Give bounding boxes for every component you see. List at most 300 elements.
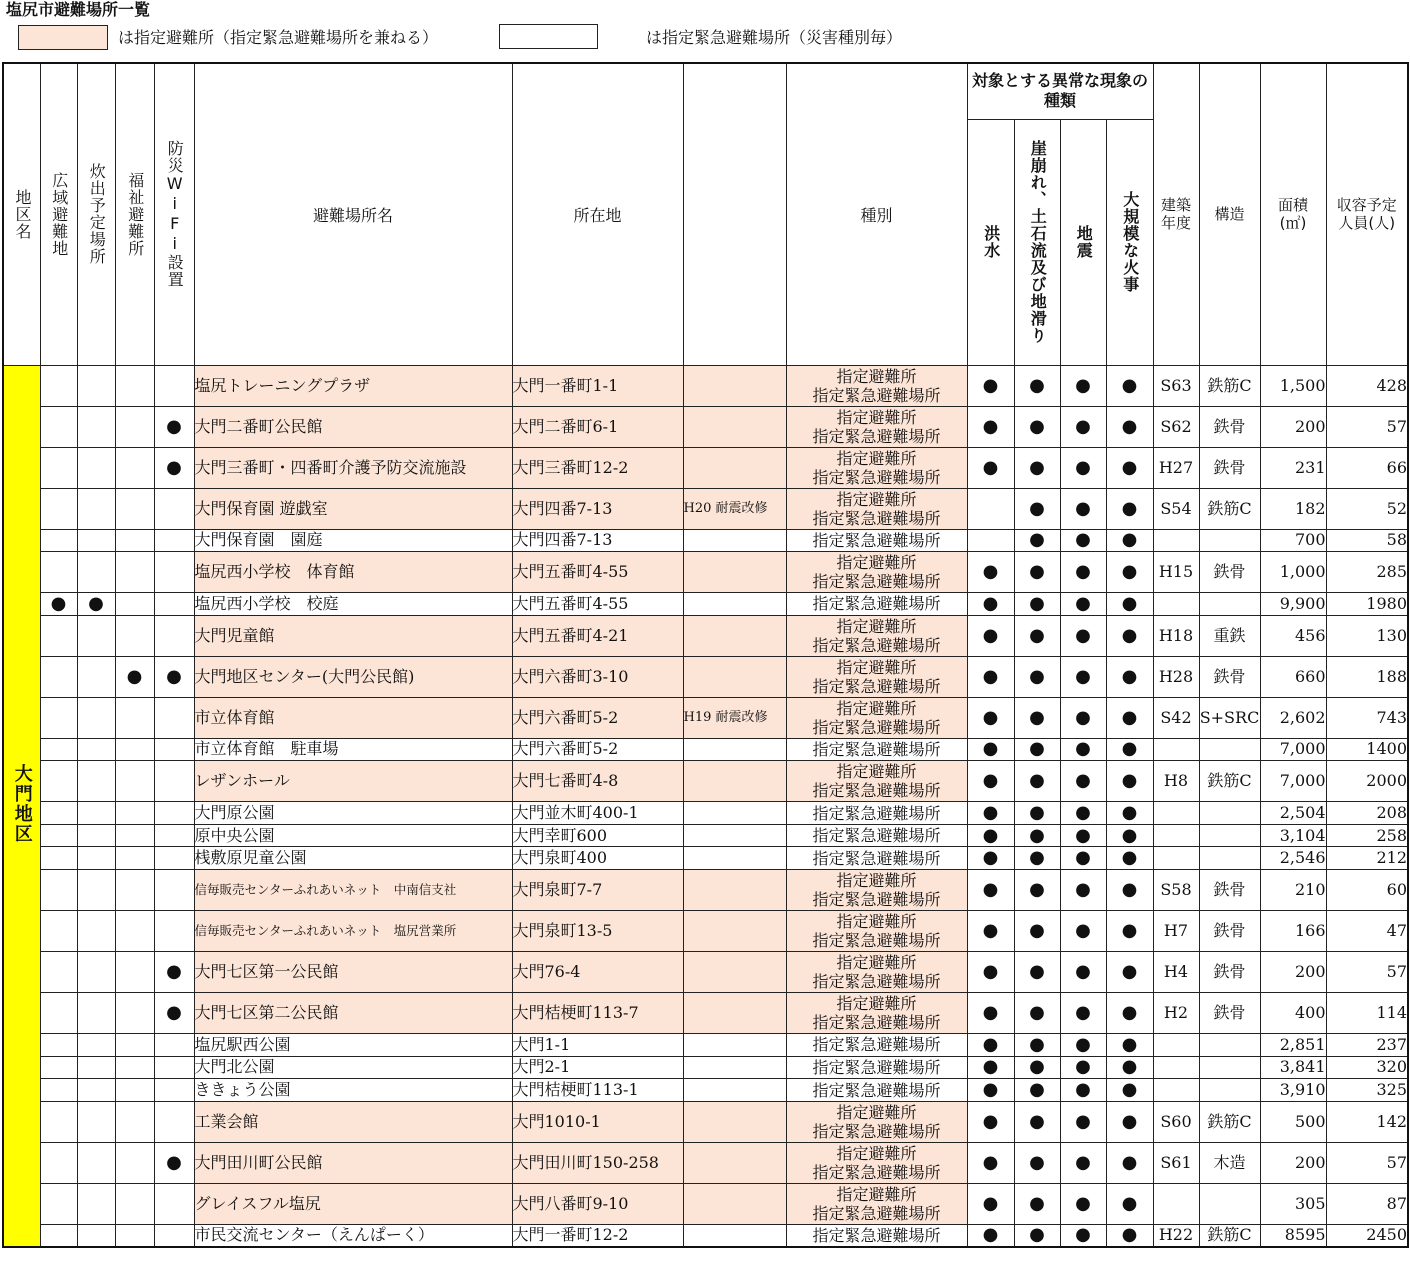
cell-area: 305 xyxy=(1260,1183,1326,1224)
cell-flood: ● xyxy=(967,1183,1014,1224)
cell-address: 大門幸町600 xyxy=(512,824,683,847)
cell-wifi xyxy=(154,552,194,593)
cell-structure xyxy=(1199,824,1260,847)
district-cell xyxy=(3,365,40,1247)
cell-area: 231 xyxy=(1260,447,1326,488)
cell-welfare xyxy=(115,615,154,656)
cell-wifi: ● xyxy=(154,447,194,488)
cell-wifi xyxy=(154,1183,194,1224)
cell-wide-area xyxy=(40,406,77,447)
cell-landslide: ● xyxy=(1014,656,1060,697)
cell-wide-area xyxy=(40,993,77,1034)
cell-fire: ● xyxy=(1106,738,1153,761)
header-district: 地区名 xyxy=(3,63,40,365)
cell-structure: 鉄筋C xyxy=(1199,488,1260,529)
cell-area: 3,910 xyxy=(1260,1079,1326,1102)
cell-cooking xyxy=(77,911,115,952)
cell-kind xyxy=(786,1142,967,1183)
cell-wide-area xyxy=(40,1183,77,1224)
cell-shelter-name: 大門田川町公民館 xyxy=(194,1142,512,1183)
kind-line-2: 指定緊急避難場所 xyxy=(812,426,941,446)
cell-capacity: 2000 xyxy=(1326,761,1408,802)
cell-wide-area xyxy=(40,365,77,406)
cell-cooking xyxy=(77,1183,115,1224)
cell-wide-area xyxy=(40,847,77,870)
cell-structure: 鉄骨 xyxy=(1199,993,1260,1034)
cell-cooking xyxy=(77,1224,115,1247)
table-row xyxy=(3,593,1408,616)
kind-line-2: 指定緊急避難場所 xyxy=(812,1203,941,1223)
cell-flood: ● xyxy=(967,1224,1014,1247)
cell-wifi: ● xyxy=(154,1142,194,1183)
cell-capacity: 58 xyxy=(1326,529,1408,552)
cell-year xyxy=(1153,824,1199,847)
cell-earthquake: ● xyxy=(1060,615,1106,656)
cell-address: 大門泉町7-7 xyxy=(512,870,683,911)
cell-fire: ● xyxy=(1106,1079,1153,1102)
cell-year xyxy=(1153,1056,1199,1079)
table-row xyxy=(3,1056,1408,1079)
cell-welfare xyxy=(115,552,154,593)
cell-earthquake: ● xyxy=(1060,1101,1106,1142)
table-row xyxy=(3,1183,1408,1224)
cell-cooking xyxy=(77,761,115,802)
table-row xyxy=(3,738,1408,761)
kind-line-1: 指定避難所 xyxy=(836,994,917,1014)
cell-welfare xyxy=(115,406,154,447)
cell-year xyxy=(1153,1034,1199,1057)
cell-landslide: ● xyxy=(1014,911,1060,952)
cell-wifi: ● xyxy=(154,406,194,447)
cell-capacity: 188 xyxy=(1326,656,1408,697)
cell-landslide: ● xyxy=(1014,1079,1060,1102)
cell-flood: ● xyxy=(967,952,1014,993)
cell-structure xyxy=(1199,1183,1260,1224)
cell-area: 500 xyxy=(1260,1101,1326,1142)
cell-capacity: 130 xyxy=(1326,615,1408,656)
header-cooking: 炊出予定場所 xyxy=(77,63,115,365)
cell-kind: 指定緊急避難場所 xyxy=(786,802,967,825)
cell-address: 大門五番町4-21 xyxy=(512,615,683,656)
cell-landslide: ● xyxy=(1014,406,1060,447)
cell-shelter-name: 大門七区第二公民館 xyxy=(194,993,512,1034)
cell-shelter-name: レザンホール xyxy=(194,761,512,802)
cell-wifi xyxy=(154,529,194,552)
cell-wifi xyxy=(154,697,194,738)
cell-address: 大門四番7-13 xyxy=(512,488,683,529)
cell-note xyxy=(683,738,786,761)
kind-line-2: 指定緊急避難場所 xyxy=(812,972,941,992)
cell-kind xyxy=(786,1183,967,1224)
cell-landslide: ● xyxy=(1014,552,1060,593)
cell-welfare xyxy=(115,993,154,1034)
cell-note xyxy=(683,1056,786,1079)
page-title: 塩尻市避難場所一覧 xyxy=(6,0,151,19)
cell-cooking xyxy=(77,1101,115,1142)
cell-note xyxy=(683,911,786,952)
cell-cooking xyxy=(77,824,115,847)
cell-area: 2,851 xyxy=(1260,1034,1326,1057)
cell-cooking xyxy=(77,738,115,761)
cell-year xyxy=(1153,738,1199,761)
cell-shelter-name: 信毎販売センターふれあいネット 塩尻営業所 xyxy=(194,911,512,952)
cell-address: 大門二番町6-1 xyxy=(512,406,683,447)
cell-kind xyxy=(786,447,967,488)
kind-line-2: 指定緊急避難場所 xyxy=(812,676,941,696)
cell-capacity: 2450 xyxy=(1326,1224,1408,1247)
cell-wifi xyxy=(154,738,194,761)
cell-area: 2,546 xyxy=(1260,847,1326,870)
kind-line-1: 指定避難所 xyxy=(836,657,917,677)
kind-line-2: 指定緊急避難場所 xyxy=(812,781,941,801)
cell-shelter-name: 市立体育館 駐車場 xyxy=(194,738,512,761)
cell-fire: ● xyxy=(1106,1224,1153,1247)
kind-line-2: 指定緊急避難場所 xyxy=(812,385,941,405)
cell-year: S61 xyxy=(1153,1142,1199,1183)
table-row xyxy=(3,697,1408,738)
cell-address: 大門1010-1 xyxy=(512,1101,683,1142)
cell-landslide: ● xyxy=(1014,870,1060,911)
cell-fire: ● xyxy=(1106,488,1153,529)
cell-shelter-name: 大門保育園 遊戯室 xyxy=(194,488,512,529)
table-row xyxy=(3,870,1408,911)
kind-line-1: 指定避難所 xyxy=(836,448,917,468)
cell-flood: ● xyxy=(967,593,1014,616)
cell-capacity: 428 xyxy=(1326,365,1408,406)
cell-landslide: ● xyxy=(1014,802,1060,825)
cell-wide-area xyxy=(40,615,77,656)
cell-area: 400 xyxy=(1260,993,1326,1034)
cell-fire: ● xyxy=(1106,911,1153,952)
cell-area: 700 xyxy=(1260,529,1326,552)
cell-kind xyxy=(786,697,967,738)
cell-structure xyxy=(1199,1079,1260,1102)
cell-wifi xyxy=(154,593,194,616)
cell-flood: ● xyxy=(967,1034,1014,1057)
legend-emergency-swatch xyxy=(499,24,598,49)
header-landslide: 崖崩れ、土石流及び地滑り xyxy=(1014,119,1060,365)
cell-kind: 指定緊急避難場所 xyxy=(786,738,967,761)
cell-wide-area xyxy=(40,824,77,847)
cell-wifi xyxy=(154,802,194,825)
cell-capacity: 1980 xyxy=(1326,593,1408,616)
header-name: 避難場所名 xyxy=(194,63,512,365)
cell-cooking xyxy=(77,870,115,911)
cell-shelter-name: 信毎販売センターふれあいネット 中南信支社 xyxy=(194,870,512,911)
cell-kind: 指定緊急避難場所 xyxy=(786,593,967,616)
cell-flood: ● xyxy=(967,847,1014,870)
cell-landslide: ● xyxy=(1014,993,1060,1034)
cell-cooking xyxy=(77,406,115,447)
cell-earthquake: ● xyxy=(1060,952,1106,993)
cell-wifi xyxy=(154,1101,194,1142)
cell-welfare xyxy=(115,1142,154,1183)
cell-year: S58 xyxy=(1153,870,1199,911)
cell-structure: 鉄骨 xyxy=(1199,552,1260,593)
cell-earthquake: ● xyxy=(1060,993,1106,1034)
cell-wifi xyxy=(154,365,194,406)
cell-note xyxy=(683,593,786,616)
cell-earthquake: ● xyxy=(1060,488,1106,529)
cell-address: 大門桔梗町113-7 xyxy=(512,993,683,1034)
kind-line-1: 指定避難所 xyxy=(836,1102,917,1122)
cell-year: S62 xyxy=(1153,406,1199,447)
cell-welfare xyxy=(115,365,154,406)
cell-landslide: ● xyxy=(1014,824,1060,847)
kind-line-2: 指定緊急避難場所 xyxy=(812,635,941,655)
cell-flood: ● xyxy=(967,911,1014,952)
cell-structure: 鉄骨 xyxy=(1199,870,1260,911)
cell-address: 大門並木町400-1 xyxy=(512,802,683,825)
cell-landslide: ● xyxy=(1014,447,1060,488)
cell-note xyxy=(683,1034,786,1057)
cell-fire: ● xyxy=(1106,1183,1153,1224)
cell-wide-area xyxy=(40,447,77,488)
cell-welfare xyxy=(115,847,154,870)
cell-cooking xyxy=(77,447,115,488)
table-row xyxy=(3,847,1408,870)
cell-area: 2,602 xyxy=(1260,697,1326,738)
cell-structure xyxy=(1199,1034,1260,1057)
cell-year: S54 xyxy=(1153,488,1199,529)
kind-line-1: 指定避難所 xyxy=(836,698,917,718)
cell-cooking: ● xyxy=(77,593,115,616)
cell-cooking xyxy=(77,952,115,993)
cell-wifi xyxy=(154,1056,194,1079)
cell-year xyxy=(1153,529,1199,552)
cell-address: 大門七番町4-8 xyxy=(512,761,683,802)
cell-structure xyxy=(1199,529,1260,552)
cell-address: 大門三番町12-2 xyxy=(512,447,683,488)
kind-line-2: 指定緊急避難場所 xyxy=(812,717,941,737)
cell-landslide: ● xyxy=(1014,952,1060,993)
cell-year: S60 xyxy=(1153,1101,1199,1142)
cell-address: 大門五番町4-55 xyxy=(512,552,683,593)
cell-flood: ● xyxy=(967,1142,1014,1183)
kind-line-2: 指定緊急避難場所 xyxy=(812,572,941,592)
header-earthquake: 地震 xyxy=(1060,119,1106,365)
cell-earthquake: ● xyxy=(1060,365,1106,406)
kind-line-2: 指定緊急避難場所 xyxy=(812,467,941,487)
cell-earthquake: ● xyxy=(1060,529,1106,552)
cell-landslide: ● xyxy=(1014,1183,1060,1224)
cell-structure: 鉄筋C xyxy=(1199,1101,1260,1142)
cell-landslide: ● xyxy=(1014,1142,1060,1183)
cell-wide-area xyxy=(40,552,77,593)
cell-cooking xyxy=(77,1142,115,1183)
cell-earthquake: ● xyxy=(1060,911,1106,952)
cell-shelter-name: 大門三番町・四番町介護予防交流施設 xyxy=(194,447,512,488)
header-welfare: 福祉避難所 xyxy=(115,63,154,365)
cell-flood: ● xyxy=(967,802,1014,825)
cell-fire: ● xyxy=(1106,993,1153,1034)
cell-cooking xyxy=(77,1056,115,1079)
cell-wide-area xyxy=(40,1142,77,1183)
cell-wide-area xyxy=(40,488,77,529)
cell-capacity: 66 xyxy=(1326,447,1408,488)
cell-structure xyxy=(1199,738,1260,761)
cell-welfare xyxy=(115,1101,154,1142)
kind-line-1: 指定避難所 xyxy=(836,366,917,386)
cell-shelter-name: 大門北公園 xyxy=(194,1056,512,1079)
cell-kind: 指定緊急避難場所 xyxy=(786,1056,967,1079)
table-row xyxy=(3,1079,1408,1102)
cell-welfare xyxy=(115,529,154,552)
cell-year: H2 xyxy=(1153,993,1199,1034)
cell-flood: ● xyxy=(967,406,1014,447)
cell-structure xyxy=(1199,847,1260,870)
cell-earthquake: ● xyxy=(1060,1224,1106,1247)
cell-wide-area xyxy=(40,697,77,738)
cell-capacity: 258 xyxy=(1326,824,1408,847)
cell-note xyxy=(683,656,786,697)
cell-structure: 木造 xyxy=(1199,1142,1260,1183)
cell-note xyxy=(683,1224,786,1247)
cell-flood xyxy=(967,529,1014,552)
cell-welfare: ● xyxy=(115,656,154,697)
cell-wide-area xyxy=(40,1034,77,1057)
kind-line-2: 指定緊急避難場所 xyxy=(812,931,941,951)
cell-welfare xyxy=(115,761,154,802)
cell-note xyxy=(683,761,786,802)
cell-wide-area xyxy=(40,1101,77,1142)
cell-kind: 指定緊急避難場所 xyxy=(786,1034,967,1057)
cell-welfare xyxy=(115,824,154,847)
cell-welfare xyxy=(115,1224,154,1247)
cell-cooking xyxy=(77,552,115,593)
cell-fire: ● xyxy=(1106,761,1153,802)
cell-capacity: 47 xyxy=(1326,911,1408,952)
kind-line-2: 指定緊急避難場所 xyxy=(812,1162,941,1182)
cell-shelter-name: 市民交流センター（えんぱーく） xyxy=(194,1224,512,1247)
cell-cooking xyxy=(77,615,115,656)
kind-line-1: 指定避難所 xyxy=(836,489,917,509)
cell-wifi: ● xyxy=(154,656,194,697)
kind-line-1: 指定避難所 xyxy=(836,553,917,573)
table-row xyxy=(3,552,1408,593)
cell-year xyxy=(1153,1183,1199,1224)
cell-structure: 鉄筋C xyxy=(1199,1224,1260,1247)
table-row xyxy=(3,447,1408,488)
cell-year xyxy=(1153,1079,1199,1102)
kind-line-1: 指定避難所 xyxy=(836,762,917,782)
cell-note xyxy=(683,1142,786,1183)
table-row xyxy=(3,615,1408,656)
legend-emergency-label: は指定緊急避難場所（災害種別毎） xyxy=(646,28,903,47)
cell-wifi xyxy=(154,488,194,529)
cell-structure xyxy=(1199,1056,1260,1079)
header-wifi: 防災WiFi設置 xyxy=(154,63,194,365)
kind-line-1: 指定避難所 xyxy=(836,953,917,973)
cell-flood: ● xyxy=(967,447,1014,488)
cell-earthquake: ● xyxy=(1060,738,1106,761)
cell-year: H27 xyxy=(1153,447,1199,488)
cell-landslide: ● xyxy=(1014,1224,1060,1247)
cell-flood: ● xyxy=(967,552,1014,593)
cell-cooking xyxy=(77,1079,115,1102)
cell-area: 2,504 xyxy=(1260,802,1326,825)
cell-kind: 指定緊急避難場所 xyxy=(786,1079,967,1102)
cell-fire: ● xyxy=(1106,697,1153,738)
cell-area: 166 xyxy=(1260,911,1326,952)
cell-cooking xyxy=(77,802,115,825)
cell-area: 660 xyxy=(1260,656,1326,697)
cell-fire: ● xyxy=(1106,406,1153,447)
cell-flood: ● xyxy=(967,615,1014,656)
cell-wifi xyxy=(154,761,194,802)
cell-wide-area xyxy=(40,656,77,697)
table-row xyxy=(3,1142,1408,1183)
cell-shelter-name: 原中央公園 xyxy=(194,824,512,847)
cell-flood: ● xyxy=(967,1056,1014,1079)
cell-year: H8 xyxy=(1153,761,1199,802)
cell-shelter-name: 大門保育園 園庭 xyxy=(194,529,512,552)
cell-earthquake: ● xyxy=(1060,1142,1106,1183)
cell-landslide: ● xyxy=(1014,1034,1060,1057)
cell-cooking xyxy=(77,656,115,697)
district-label: 大門地区 xyxy=(11,763,33,844)
cell-note xyxy=(683,1101,786,1142)
table-row xyxy=(3,1224,1408,1247)
cell-address: 大門田川町150-258 xyxy=(512,1142,683,1183)
cell-capacity: 57 xyxy=(1326,1142,1408,1183)
cell-year: H18 xyxy=(1153,615,1199,656)
cell-kind xyxy=(786,615,967,656)
cell-wide-area xyxy=(40,1224,77,1247)
cell-kind xyxy=(786,406,967,447)
cell-welfare xyxy=(115,802,154,825)
cell-structure: 鉄筋C xyxy=(1199,761,1260,802)
cell-year: H7 xyxy=(1153,911,1199,952)
header-area: 面積(㎡) xyxy=(1260,63,1326,365)
header-structure: 構造 xyxy=(1199,63,1260,365)
cell-fire: ● xyxy=(1106,1142,1153,1183)
cell-flood: ● xyxy=(967,1079,1014,1102)
cell-shelter-name: 大門地区センター(大門公民館) xyxy=(194,656,512,697)
cell-flood: ● xyxy=(967,761,1014,802)
cell-address: 大門八番町9-10 xyxy=(512,1183,683,1224)
cell-wide-area xyxy=(40,1079,77,1102)
cell-wifi: ● xyxy=(154,952,194,993)
cell-fire: ● xyxy=(1106,870,1153,911)
cell-address: 大門泉町400 xyxy=(512,847,683,870)
cell-address: 大門1-1 xyxy=(512,1034,683,1057)
cell-landslide: ● xyxy=(1014,593,1060,616)
cell-cooking xyxy=(77,993,115,1034)
cell-shelter-name: グレイスフル塩尻 xyxy=(194,1183,512,1224)
cell-kind xyxy=(786,870,967,911)
cell-year: S63 xyxy=(1153,365,1199,406)
cell-note xyxy=(683,615,786,656)
cell-capacity: 212 xyxy=(1326,847,1408,870)
cell-earthquake: ● xyxy=(1060,847,1106,870)
cell-landslide: ● xyxy=(1014,488,1060,529)
cell-shelter-name: 塩尻西小学校 体育館 xyxy=(194,552,512,593)
cell-capacity: 320 xyxy=(1326,1056,1408,1079)
cell-welfare xyxy=(115,952,154,993)
cell-wifi xyxy=(154,1224,194,1247)
cell-landslide: ● xyxy=(1014,697,1060,738)
cell-wifi xyxy=(154,870,194,911)
cell-welfare xyxy=(115,1056,154,1079)
cell-capacity: 208 xyxy=(1326,802,1408,825)
table-row xyxy=(3,488,1408,529)
kind-line-1: 指定避難所 xyxy=(836,1143,917,1163)
cell-kind xyxy=(786,552,967,593)
cell-earthquake: ● xyxy=(1060,1183,1106,1224)
cell-shelter-name: 大門原公園 xyxy=(194,802,512,825)
cell-welfare xyxy=(115,911,154,952)
